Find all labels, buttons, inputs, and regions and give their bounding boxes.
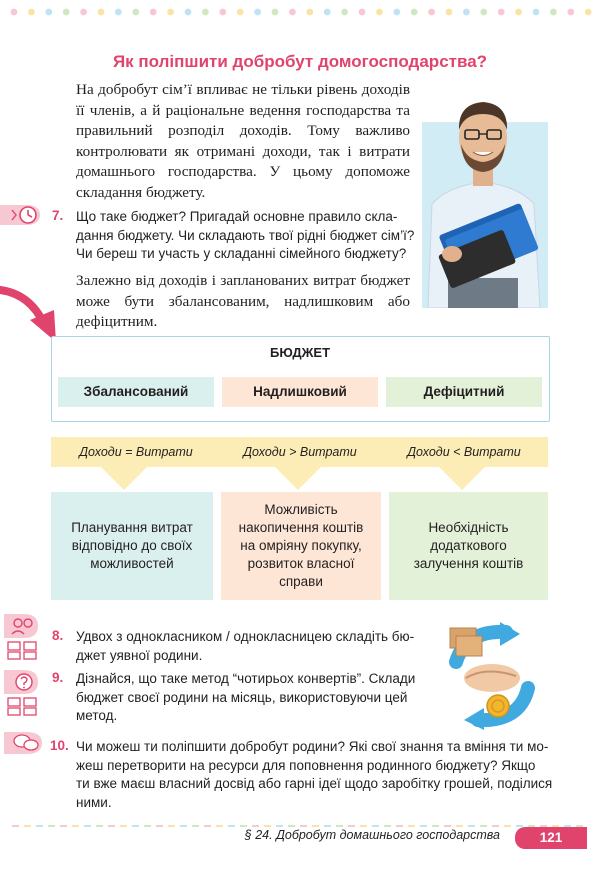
decor-dash bbox=[108, 825, 115, 827]
question-7-line-1: Що таке бюджет? Пригадай основне правило скла- bbox=[76, 209, 398, 224]
decor-dash bbox=[192, 825, 199, 827]
decor-dash bbox=[396, 825, 403, 827]
decor-dash bbox=[492, 825, 499, 827]
budget-diagram-title: БЮДЖЕТ bbox=[269, 345, 331, 360]
decor-dash bbox=[120, 825, 127, 827]
pair-work-icon bbox=[4, 612, 40, 660]
question-8-line-1: Удвох з однокласником / однокласницею складіть бю- bbox=[76, 629, 415, 644]
decor-dash bbox=[348, 825, 355, 827]
decor-dot bbox=[132, 9, 139, 16]
description-balanced: Планування витрат відповідно до своїх можливостей bbox=[51, 492, 213, 600]
formula-pointers bbox=[51, 466, 548, 492]
decor-dot bbox=[550, 9, 557, 16]
decor-dash bbox=[132, 825, 139, 827]
decor-dot bbox=[237, 9, 244, 16]
decor-dash bbox=[288, 825, 295, 827]
decor-dot bbox=[533, 9, 540, 16]
decor-dash bbox=[408, 825, 415, 827]
decor-dot bbox=[45, 9, 52, 16]
description-surplus: Можливість накопичення коштів на омріяну покупку, розвиток власної справи bbox=[221, 492, 381, 600]
decor-dash bbox=[252, 825, 259, 827]
decor-dot bbox=[306, 9, 313, 16]
decor-dash bbox=[144, 825, 151, 827]
decor-dot bbox=[324, 9, 331, 16]
decor-dot bbox=[567, 9, 574, 16]
question-10-line-3: ти вже маєш власний досвід або гарні ідеї щодо заробітку грошей, поділися bbox=[76, 776, 553, 791]
decor-dot bbox=[150, 9, 157, 16]
question-10-line-2: жеш перетворити на ресурси для поповнення родинного бюджету? Якщо bbox=[76, 757, 536, 773]
top-dot-border bbox=[8, 8, 592, 16]
decor-dash bbox=[228, 825, 235, 827]
question-9-number: 9. bbox=[52, 670, 64, 685]
decor-dot bbox=[446, 9, 453, 16]
decor-dot bbox=[515, 9, 522, 16]
decor-dash bbox=[456, 825, 463, 827]
decor-dot bbox=[63, 9, 70, 16]
question-10-line-4: ними. bbox=[76, 794, 112, 810]
decor-dot bbox=[498, 9, 505, 16]
decor-dot bbox=[341, 9, 348, 16]
decor-dash bbox=[372, 825, 379, 827]
handshake-money-illustration bbox=[436, 622, 548, 730]
decor-dot bbox=[411, 9, 418, 16]
decor-dash bbox=[432, 825, 439, 827]
decor-dash bbox=[504, 825, 511, 827]
decor-dash bbox=[72, 825, 79, 827]
decor-dash bbox=[324, 825, 331, 827]
description-deficit: Необхідність додаткового залучення коштів bbox=[389, 492, 548, 600]
decor-dot bbox=[428, 9, 435, 16]
decor-dash bbox=[468, 825, 475, 827]
question-9-text bbox=[76, 670, 415, 726]
question-8-line-2: джет уявної родини. bbox=[76, 647, 203, 663]
question-10-number: 10. bbox=[50, 738, 69, 753]
decor-dot bbox=[80, 9, 87, 16]
man-with-folders-photo bbox=[418, 86, 548, 308]
decor-dash bbox=[204, 825, 211, 827]
decor-dot bbox=[463, 9, 470, 16]
decor-dot bbox=[289, 9, 296, 16]
category-balanced: Збалансований bbox=[58, 377, 214, 407]
formula-deficit: Доходи < Витрати bbox=[407, 445, 521, 459]
question-9-line-3: метод. bbox=[76, 708, 118, 723]
decor-dot bbox=[585, 9, 592, 16]
decor-dot bbox=[202, 9, 209, 16]
decor-dot bbox=[359, 9, 366, 16]
question-10-line-1: Чи можеш ти поліпшити добробут родини? Які свої знання та вміння ти мо- bbox=[76, 739, 549, 754]
decor-dash bbox=[36, 825, 43, 827]
decor-dash bbox=[384, 825, 391, 827]
decor-dash bbox=[240, 825, 247, 827]
footer-section-title: § 24. Добробут домашнього господарства bbox=[244, 828, 500, 842]
decor-dot bbox=[115, 9, 122, 16]
decor-dash bbox=[168, 825, 175, 827]
decor-dash bbox=[48, 825, 55, 827]
decor-dash bbox=[480, 825, 487, 827]
decor-dot bbox=[480, 9, 487, 16]
decor-dot bbox=[28, 9, 35, 16]
question-7-line-3: Чи береш ти участь у складанні сімейного бюджету? bbox=[76, 246, 407, 261]
question-9-line-1: Дізнайся, що таке метод “чотирьох конвертів”. Склади bbox=[76, 671, 416, 686]
decor-dash bbox=[156, 825, 163, 827]
decor-dash bbox=[180, 825, 187, 827]
decor-dash bbox=[24, 825, 31, 827]
clock-icon bbox=[0, 201, 44, 229]
decor-dash bbox=[360, 825, 367, 827]
decor-dash bbox=[420, 825, 427, 827]
formula-balanced: Доходи = Витрати bbox=[79, 445, 193, 459]
decor-dash bbox=[276, 825, 283, 827]
decor-dash bbox=[12, 825, 19, 827]
decor-dash bbox=[336, 825, 343, 827]
category-deficit: Дефіцитний bbox=[386, 377, 542, 407]
question-10-text bbox=[76, 738, 552, 812]
decor-dash bbox=[444, 825, 451, 827]
decor-dot bbox=[98, 9, 105, 16]
question-7-number: 7. bbox=[52, 208, 64, 223]
decor-dash bbox=[96, 825, 103, 827]
decor-dash bbox=[216, 825, 223, 827]
decor-dot bbox=[219, 9, 226, 16]
decor-dash bbox=[84, 825, 91, 827]
question-7-line-2: дання бюджету. Чи складають твої рідні бюджет сім’ї? bbox=[76, 227, 415, 243]
decor-dot bbox=[167, 9, 174, 16]
decor-dash bbox=[300, 825, 307, 827]
decor-dot bbox=[11, 9, 18, 16]
question-9-line-2: бюджет своєї родини на місяць, використовуючи цей bbox=[76, 689, 408, 705]
question-8-number: 8. bbox=[52, 628, 64, 643]
decor-dot bbox=[393, 9, 400, 16]
category-surplus: Надлишковий bbox=[222, 377, 378, 407]
decor-dot bbox=[185, 9, 192, 16]
page-title: Як поліпшити добробут домогосподарства? bbox=[112, 52, 488, 71]
decor-dot bbox=[272, 9, 279, 16]
budget-paragraph: Залежно від доходів і запланованих витрат бюджет може бути збалансованим, надлишковим або дефіцитним. bbox=[76, 272, 410, 331]
decor-dash bbox=[312, 825, 319, 827]
page-number: 121 bbox=[515, 827, 587, 849]
question-mark-icon bbox=[4, 668, 40, 716]
decor-dot bbox=[254, 9, 261, 16]
discussion-icon bbox=[4, 730, 44, 756]
decor-dot bbox=[376, 9, 383, 16]
question-7-text bbox=[76, 208, 414, 264]
decor-dash bbox=[264, 825, 271, 827]
decor-dash bbox=[60, 825, 67, 827]
intro-paragraph: На добробут сім’ї впливає не тільки рівень доходів її членів, а й раціональне ведення господарства та правильний розподіл доходів. Тому важливо контролювати як отримані доходи, так і витрати домашнього господарства. У цьому допоможе складання бюджету. bbox=[76, 81, 410, 201]
formula-surplus: Доходи > Витрати bbox=[243, 445, 357, 459]
question-8-text bbox=[76, 628, 414, 665]
